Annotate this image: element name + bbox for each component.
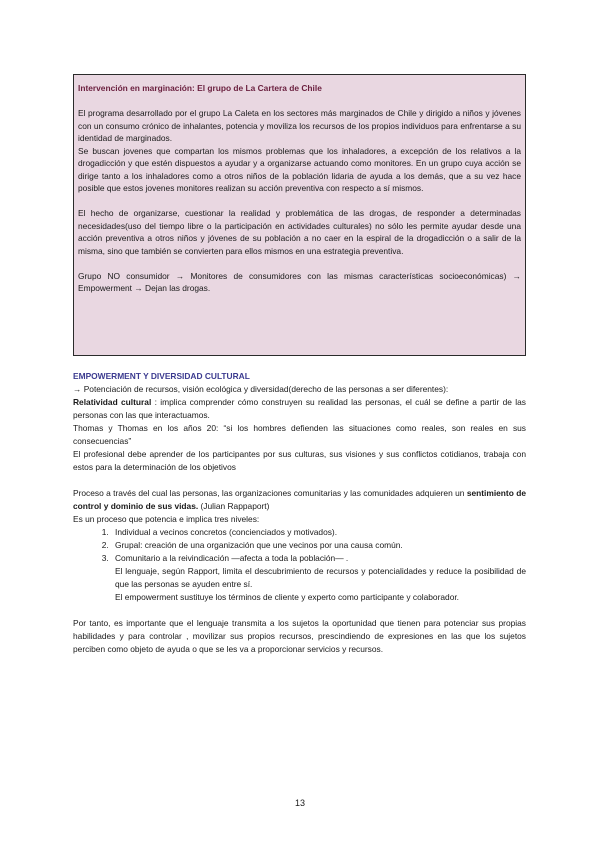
box-paragraph-1: El programa desarrollado por el grupo La Caleta en los sectores más marginados de Chile y dirigido a niños y jóvenes con un consumo crónico de inhalantes, potencia y moviliza los recursos de los propios individuos para enfrentarse a su identidad de marginados. bbox=[78, 108, 521, 143]
profesional-paragraph: El profesional debe aprender de los participantes por sus culturas, sus visiones y sus conflictos cotidianos, trabaja con estos para la determinación de los objetivos bbox=[73, 449, 526, 472]
box-paragraph-2: Se buscan jovenes que compartan los mismos problemas que los inhaladores, a excepción de los relativos a la drogadicción y que estén dispuestos a ayudar y a organizarse actuando como monitores. En un grupo cuya acción se dirige tanto a los inhaladores como a otros niños de la población lidaria de ayuda a los demás, que a su vez hace posible que estos jovenes monitores realizan su acción preventiva con respecto a sí mismos. bbox=[78, 145, 521, 193]
list-item: 1. Individual a vecinos concretos (concienciados y motivados). bbox=[111, 526, 526, 539]
rapport-paragraph: El lenguaje, según Rapport, limita el descubrimiento de recursos y potencialidades y reduce la posibilidad de que las personas se ayuden entre sí. bbox=[115, 566, 526, 589]
proceso-text-b: (Julian Rappaport) bbox=[198, 501, 270, 511]
relatividad-paragraph bbox=[73, 396, 526, 422]
proceso-text-a: Proceso a través del cual las personas, las organizaciones comunitarias y las comunidades adquieren un bbox=[73, 488, 467, 498]
thomas-quote: Thomas y Thomas en los años 20: “si los hombres defienden las situaciones como reales, son reales en sus consecuencias” bbox=[73, 423, 526, 446]
relatividad-label: Relatividad cultural bbox=[73, 397, 152, 407]
sustituye-paragraph: El empowerment sustituye los términos de cliente y experto como participante y colaborador. bbox=[115, 592, 460, 602]
recursos-line: → Potenciación de recursos, visión ecológica y diversidad(derecho de las personas a ser diferentes): bbox=[73, 384, 449, 394]
list-item: 2. Grupal: creación de una organización que une vecinos por una causa común. bbox=[111, 539, 526, 552]
box-title: Intervención en marginación: El grupo de La Cartera de Chile bbox=[78, 83, 322, 93]
page-number: 13 bbox=[294, 798, 305, 808]
niveles-intro: Es un proceso que potencia e implica tres niveles: bbox=[73, 514, 260, 524]
box-paragraph-4: Grupo NO consumidor → Monitores de consumidores con las mismas características socioeconómicas) → Empowerment → Dejan las drogas. bbox=[78, 270, 521, 293]
proceso-paragraph bbox=[73, 487, 526, 513]
main-content bbox=[73, 370, 526, 656]
proceso-bold: sentimiento de control y dominio de sus vidas. bbox=[73, 488, 526, 511]
box-paragraph-3: El hecho de organizarse, cuestionar la realidad y problemática de las drogas, de responder a determinadas necesidades(uso del tiempo libre o la participación en actividades culturales) no sólo les permite ayudar desde una acción preventiva a otros niños y jóvenes de su población a no caer en la espiral de la drogadicción o a salir de la misma, sino que también se convierten para ellos mismos en una estrategia preventiva. bbox=[78, 208, 521, 256]
relatividad-text: : implica comprender cómo construyen su realidad las personas, el cuál se define a partir de las personas con las que interactuamos. bbox=[73, 397, 526, 420]
list-item: 3. Comunitario a la reivindicación —afecta a toda la población— . bbox=[111, 552, 526, 565]
conclusion-paragraph: Por tanto, es importante que el lenguaje transmita a los sujetos la oportunidad que tienen para potenciar sus propias habilidades y para controlar , movilizar sus propios recursos, prescindiendo de expresiones en las que los sujetos perciben como objeto de ayuda o que se les va a proporcionar servicios y recursos. bbox=[73, 618, 526, 654]
highlight-box bbox=[73, 74, 526, 356]
section-title: EMPOWERMENT Y DIVERSIDAD CULTURAL bbox=[73, 371, 250, 381]
levels-list bbox=[73, 526, 526, 565]
